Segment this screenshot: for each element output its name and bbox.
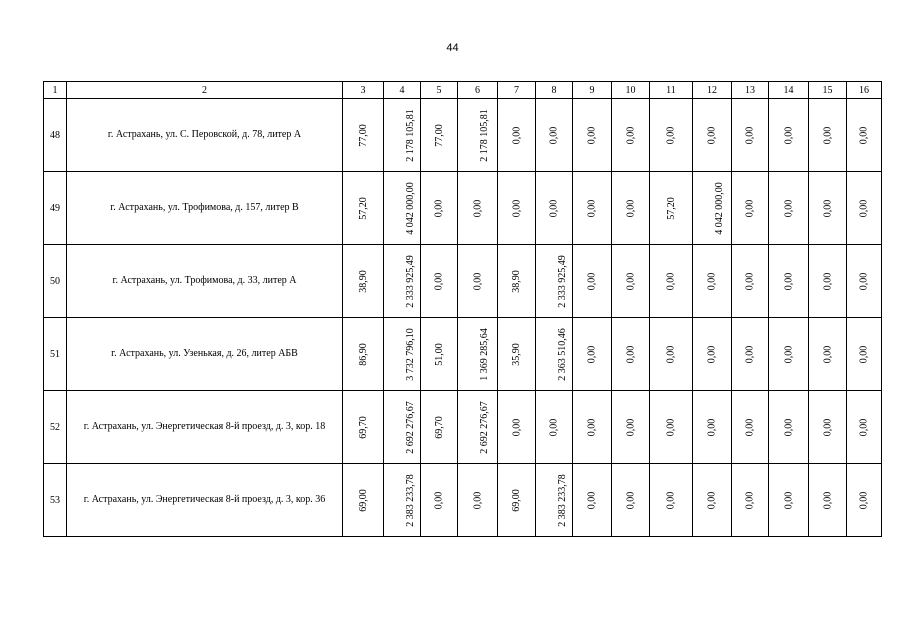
value-cell <box>769 99 809 172</box>
value-text: 4 042 000,00 <box>404 181 416 235</box>
page-number: 44 <box>446 42 459 54</box>
value-text: 0,00 <box>744 199 756 217</box>
column-header: 6 <box>458 82 498 99</box>
value-text: 38,90 <box>511 269 522 293</box>
value-cell <box>650 172 693 245</box>
value-cell <box>769 318 809 391</box>
value-cell <box>536 464 573 537</box>
value-cell <box>612 172 650 245</box>
value-text: 2 383 233,78 <box>404 473 416 527</box>
table-row <box>44 99 882 172</box>
value-text: 69,70 <box>433 415 445 439</box>
value-cell <box>809 172 847 245</box>
value-cell <box>769 245 809 318</box>
value-cell <box>343 172 384 245</box>
table-header <box>44 82 882 99</box>
value-text: 69,00 <box>357 488 369 512</box>
value-text: 0,00 <box>706 272 718 290</box>
value-text: 2 178 105,81 <box>478 108 490 162</box>
value-text: 0,00 <box>665 418 677 436</box>
value-text: 2 692 276,67 <box>404 400 416 454</box>
value-cell <box>693 172 732 245</box>
value-text: 0,00 <box>586 418 598 436</box>
value-text: 0,00 <box>548 126 560 144</box>
value-text: 0,00 <box>586 126 598 144</box>
value-text: 4 042 000,00 <box>713 181 725 235</box>
header-row <box>44 82 882 99</box>
value-cell <box>498 245 536 318</box>
column-header: 15 <box>809 82 847 99</box>
row-number-cell: 52 <box>44 391 67 464</box>
table-row <box>44 391 882 464</box>
value-cell <box>458 464 498 537</box>
value-text: 2 333 925,49 <box>404 254 416 308</box>
address-cell: г. Астрахань, ул. Узенькая, д. 26, литер АБВ <box>67 318 343 391</box>
value-cell <box>421 245 458 318</box>
value-text: 0,00 <box>744 126 756 144</box>
value-text: 0,00 <box>472 491 483 509</box>
value-text: 0,00 <box>822 345 833 363</box>
value-cell <box>732 99 769 172</box>
value-text: 0,00 <box>472 272 483 290</box>
value-text: 77,00 <box>357 123 369 147</box>
value-text: 1 369 285,64 <box>478 327 490 381</box>
value-cell <box>343 318 384 391</box>
value-cell <box>458 318 498 391</box>
value-text: 0,00 <box>433 272 445 290</box>
address-cell: г. Астрахань, ул. Трофимова, д. 157, литер В <box>67 172 343 245</box>
value-cell <box>573 99 612 172</box>
value-text: 0,00 <box>625 126 636 144</box>
value-cell <box>809 99 847 172</box>
value-text: 0,00 <box>706 418 718 436</box>
value-text: 0,00 <box>744 272 756 290</box>
value-cell <box>573 245 612 318</box>
value-text: 77,00 <box>433 123 445 147</box>
value-cell <box>650 99 693 172</box>
value-text: 0,00 <box>783 199 794 217</box>
value-text: 0,00 <box>625 199 636 217</box>
value-text: 0,00 <box>783 418 794 436</box>
value-text: 0,00 <box>783 126 794 144</box>
value-cell <box>536 245 573 318</box>
column-header: 3 <box>343 82 384 99</box>
column-header: 2 <box>67 82 343 99</box>
value-cell <box>612 318 650 391</box>
value-cell <box>693 245 732 318</box>
value-cell <box>343 245 384 318</box>
value-cell <box>809 245 847 318</box>
value-text: 0,00 <box>822 418 833 436</box>
value-text: 0,00 <box>665 126 677 144</box>
value-cell <box>612 245 650 318</box>
value-cell <box>693 318 732 391</box>
value-cell <box>536 99 573 172</box>
value-text: 57,20 <box>665 196 677 220</box>
value-text: 86,90 <box>357 342 369 366</box>
value-cell <box>693 391 732 464</box>
value-text: 35,90 <box>511 342 522 366</box>
value-cell <box>421 99 458 172</box>
column-header: 9 <box>573 82 612 99</box>
value-text: 0,00 <box>665 345 677 363</box>
value-cell <box>498 99 536 172</box>
column-header: 10 <box>612 82 650 99</box>
value-cell <box>847 464 882 537</box>
value-text: 0,00 <box>625 491 636 509</box>
value-text: 69,00 <box>511 488 522 512</box>
value-text: 0,00 <box>586 345 598 363</box>
table-row <box>44 245 882 318</box>
value-cell <box>650 318 693 391</box>
value-cell <box>847 391 882 464</box>
value-cell <box>847 245 882 318</box>
value-text: 2 333 925,49 <box>556 254 568 308</box>
value-text: 0,00 <box>744 491 756 509</box>
value-text: 0,00 <box>511 418 522 436</box>
value-text: 0,00 <box>822 272 833 290</box>
value-text: 0,00 <box>858 272 870 290</box>
row-number-cell: 49 <box>44 172 67 245</box>
value-cell <box>693 464 732 537</box>
value-cell <box>732 172 769 245</box>
value-text: 0,00 <box>783 345 794 363</box>
value-cell <box>384 391 421 464</box>
value-text: 0,00 <box>511 199 522 217</box>
value-text: 0,00 <box>858 491 870 509</box>
value-cell <box>458 172 498 245</box>
address-cell: г. Астрахань, ул. Энергетическая 8-й проезд, д. 3, кор. 18 <box>67 391 343 464</box>
value-cell <box>536 172 573 245</box>
value-text: 0,00 <box>586 491 598 509</box>
value-text: 0,00 <box>433 199 445 217</box>
value-text: 0,00 <box>783 272 794 290</box>
value-text: 0,00 <box>665 272 677 290</box>
column-header: 14 <box>769 82 809 99</box>
column-header: 8 <box>536 82 573 99</box>
value-cell <box>650 391 693 464</box>
value-cell <box>847 172 882 245</box>
value-cell <box>769 391 809 464</box>
value-cell <box>498 391 536 464</box>
value-text: 2 178 105,81 <box>404 108 416 162</box>
value-text: 0,00 <box>665 491 677 509</box>
value-cell <box>536 391 573 464</box>
value-cell <box>384 172 421 245</box>
value-text: 0,00 <box>822 491 833 509</box>
row-number-cell: 48 <box>44 99 67 172</box>
value-cell <box>732 464 769 537</box>
value-cell <box>458 245 498 318</box>
address-cell: г. Астрахань, ул. Трофимова, д. 33, литер А <box>67 245 343 318</box>
value-text: 51,00 <box>433 342 445 366</box>
value-cell <box>769 464 809 537</box>
value-cell <box>612 99 650 172</box>
value-cell <box>343 99 384 172</box>
value-cell <box>421 464 458 537</box>
value-cell <box>421 391 458 464</box>
value-cell <box>650 245 693 318</box>
value-text: 0,00 <box>472 199 483 217</box>
table-row <box>44 318 882 391</box>
value-cell <box>343 391 384 464</box>
value-cell <box>343 464 384 537</box>
column-header: 4 <box>384 82 421 99</box>
value-text: 69,70 <box>357 415 369 439</box>
value-cell <box>421 318 458 391</box>
value-cell <box>384 318 421 391</box>
value-text: 0,00 <box>511 126 522 144</box>
column-header: 11 <box>650 82 693 99</box>
address-cell: г. Астрахань, ул. Энергетическая 8-й проезд, д. 3, кор. 36 <box>67 464 343 537</box>
value-text: 0,00 <box>625 345 636 363</box>
row-number-cell: 50 <box>44 245 67 318</box>
value-cell <box>384 464 421 537</box>
value-cell <box>769 172 809 245</box>
value-cell <box>536 318 573 391</box>
value-text: 0,00 <box>706 491 718 509</box>
data-table <box>43 81 882 537</box>
value-cell <box>421 172 458 245</box>
row-number-cell: 53 <box>44 464 67 537</box>
column-header: 1 <box>44 82 67 99</box>
value-cell <box>847 99 882 172</box>
value-cell <box>612 464 650 537</box>
value-text: 0,00 <box>625 418 636 436</box>
value-text: 0,00 <box>586 272 598 290</box>
value-text: 0,00 <box>858 345 870 363</box>
column-header: 13 <box>732 82 769 99</box>
value-text: 0,00 <box>433 491 445 509</box>
table-body <box>44 99 882 537</box>
value-cell <box>384 245 421 318</box>
value-text: 0,00 <box>783 491 794 509</box>
value-text: 2 363 510,46 <box>556 327 568 381</box>
value-text: 0,00 <box>858 199 870 217</box>
value-cell <box>809 391 847 464</box>
value-cell <box>498 318 536 391</box>
value-text: 2 383 233,78 <box>556 473 568 527</box>
value-text: 57,20 <box>357 196 369 220</box>
value-text: 0,00 <box>822 199 833 217</box>
value-text: 0,00 <box>744 345 756 363</box>
value-text: 0,00 <box>548 199 560 217</box>
value-text: 0,00 <box>706 345 718 363</box>
row-number-cell: 51 <box>44 318 67 391</box>
value-cell <box>693 99 732 172</box>
table-row <box>44 172 882 245</box>
value-cell <box>847 318 882 391</box>
value-text: 38,90 <box>357 269 369 293</box>
value-cell <box>573 172 612 245</box>
value-cell <box>650 464 693 537</box>
value-text: 0,00 <box>548 418 560 436</box>
value-cell <box>458 391 498 464</box>
value-text: 3 732 796,10 <box>404 327 416 381</box>
value-text: 0,00 <box>586 199 598 217</box>
value-text: 0,00 <box>706 126 718 144</box>
value-cell <box>573 464 612 537</box>
value-cell <box>384 99 421 172</box>
value-text: 2 692 276,67 <box>478 400 490 454</box>
column-header: 16 <box>847 82 882 99</box>
column-header: 7 <box>498 82 536 99</box>
table-row <box>44 464 882 537</box>
value-cell <box>498 464 536 537</box>
value-cell <box>732 318 769 391</box>
value-cell <box>809 464 847 537</box>
value-text: 0,00 <box>625 272 636 290</box>
value-text: 0,00 <box>822 126 833 144</box>
value-cell <box>612 391 650 464</box>
column-header: 5 <box>421 82 458 99</box>
value-cell <box>732 391 769 464</box>
value-cell <box>573 318 612 391</box>
value-cell <box>458 99 498 172</box>
value-text: 0,00 <box>858 418 870 436</box>
address-cell: г. Астрахань, ул. С. Перовской, д. 78, литер А <box>67 99 343 172</box>
value-cell <box>573 391 612 464</box>
value-cell <box>498 172 536 245</box>
value-text: 0,00 <box>858 126 870 144</box>
column-header: 12 <box>693 82 732 99</box>
value-cell <box>732 245 769 318</box>
value-cell <box>809 318 847 391</box>
value-text: 0,00 <box>744 418 756 436</box>
